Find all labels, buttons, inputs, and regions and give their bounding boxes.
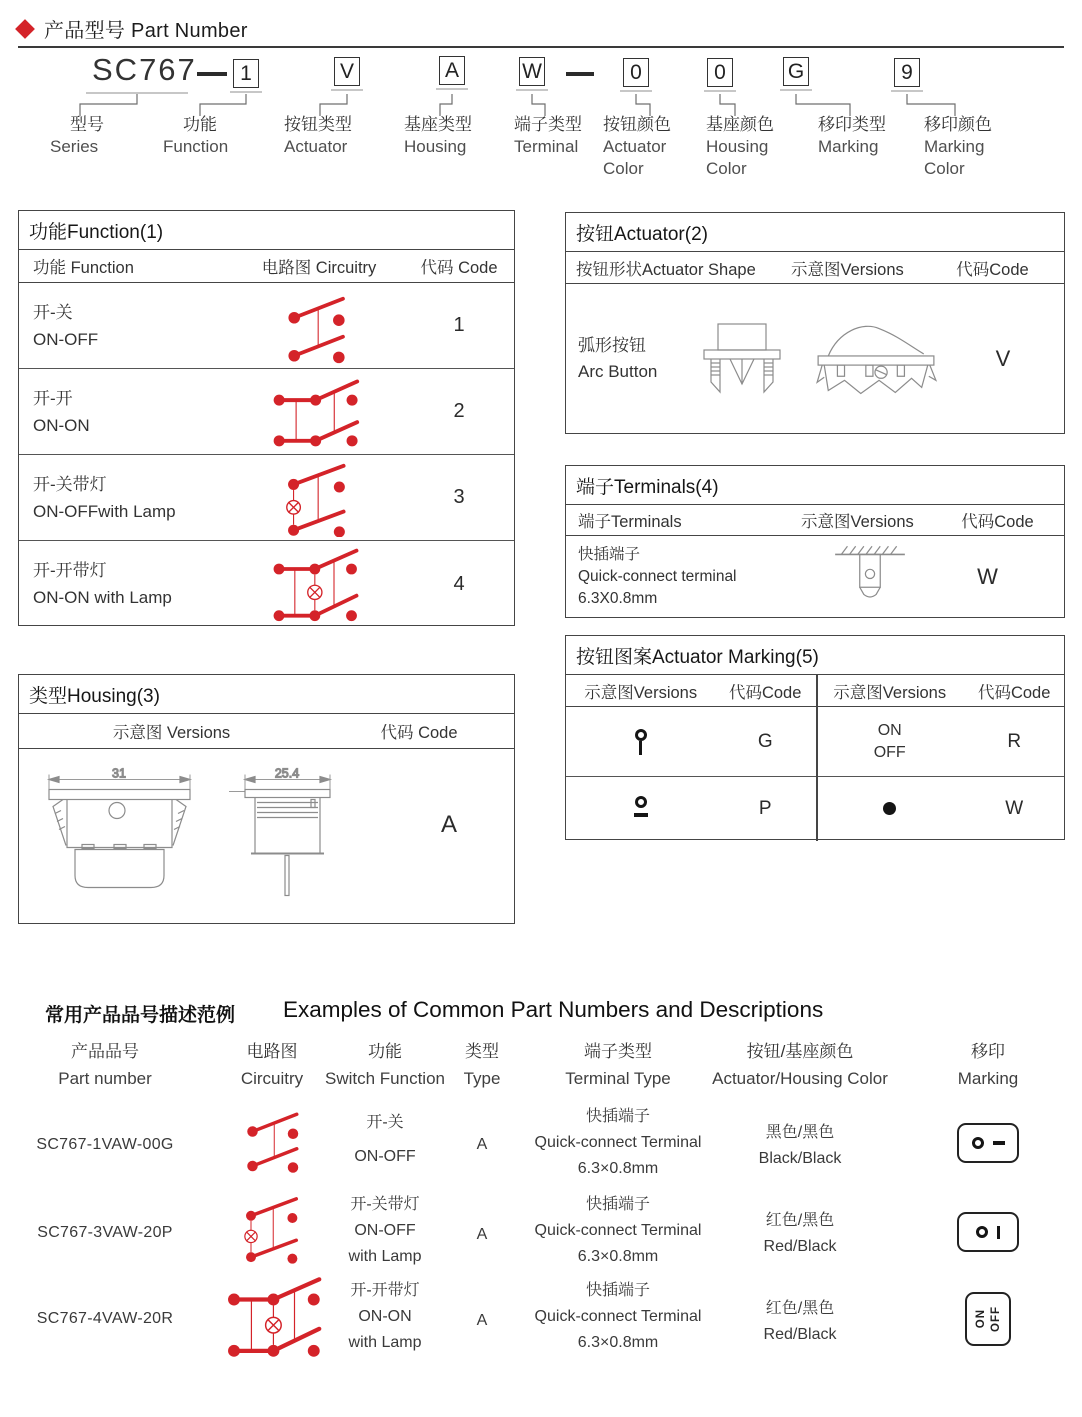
example-type: A xyxy=(476,1226,488,1243)
bar-glyph xyxy=(639,741,643,755)
terminal-size: 6.3X0.8mm xyxy=(578,590,658,607)
actuator-name-en: Arc Button xyxy=(578,362,658,381)
diamond-bullet-icon xyxy=(15,19,35,39)
circuit-diagram-on-off xyxy=(265,288,373,364)
actuator-table-title: 按钮Actuator(2) xyxy=(566,213,1064,252)
marking-row-1 xyxy=(566,707,1064,777)
circle-glyph xyxy=(976,1226,988,1238)
off-text: OFF xyxy=(989,1306,1002,1332)
circuit-diagram-on-on-lamp xyxy=(262,544,376,624)
function-row-on-on-lamp xyxy=(19,541,514,627)
marking-code: G xyxy=(757,730,773,752)
actuator-end-view-drawing xyxy=(694,319,794,399)
marking-symbol-filled-dot xyxy=(883,802,896,815)
examples-heading-en: Examples of Common Part Numbers and Descriptions xyxy=(283,997,824,1022)
function-table-header xyxy=(19,250,514,283)
examples-col-circuitry: 电路图 Circuitry xyxy=(240,1042,304,1088)
label-function: 功能 Function xyxy=(163,115,229,156)
function-name-en: ON-OFF xyxy=(33,329,99,349)
col-code: 代码 Code xyxy=(420,259,498,277)
bar-glyph xyxy=(997,1226,1000,1239)
label-actuator-color: 按钮颜色 Actuator Color xyxy=(603,115,671,178)
circuit-diagram-on-off-lamp xyxy=(265,459,373,537)
section-header xyxy=(18,14,248,43)
marking-badge-on-off-vertical xyxy=(965,1292,1011,1346)
actuator-table xyxy=(565,212,1065,434)
terminal-name-cn: 快插端子 xyxy=(578,546,641,563)
col-code: 代码Code xyxy=(977,683,1051,702)
circle-glyph xyxy=(635,729,647,741)
marking-symbol-on-off-text: ON OFF xyxy=(873,721,906,761)
example-terminal: 快插端子 Quick-connect Terminal 6.3×0.8mm xyxy=(534,1196,702,1265)
label-housing: 基座类型 Housing xyxy=(404,115,472,156)
code-box-actuator: V xyxy=(334,57,360,86)
circuit-diagram-on-on-lamp xyxy=(222,1272,334,1360)
housing-table xyxy=(18,674,515,924)
example-part-number: SC767-1VAW-00G xyxy=(36,1136,174,1153)
function-code: 2 xyxy=(453,400,465,422)
col-shape: 按钮形状Actuator Shape xyxy=(576,260,756,279)
example-function: 开-关带灯 ON-OFF with Lamp xyxy=(348,1196,422,1265)
marking-badge-circle-dash xyxy=(957,1123,1019,1163)
function-name-cn: 开-开 xyxy=(33,388,73,408)
examples-col-marking: 移印 Marking xyxy=(957,1042,1019,1088)
col-code: 代码Code xyxy=(956,260,1029,279)
marking-code: R xyxy=(1007,730,1022,752)
function-row-on-on xyxy=(19,369,514,455)
function-table-title: 功能Function(1) xyxy=(19,211,514,250)
marking-code: W xyxy=(1005,797,1024,819)
housing-row xyxy=(19,749,514,921)
example-color: 黑色/黑色 Black/Black xyxy=(758,1124,842,1167)
marking-row-2 xyxy=(566,777,1064,840)
separator-dash xyxy=(566,72,594,76)
terminals-table xyxy=(565,465,1065,618)
marking-table xyxy=(565,635,1065,840)
col-code: 代码Code xyxy=(728,683,802,702)
function-name-en: ON-ON with Lamp xyxy=(33,588,172,607)
col-versions: 示意图Versions xyxy=(833,683,947,702)
col-circuitry: 电路图 Circuitry xyxy=(261,259,377,277)
terminals-row xyxy=(566,536,1064,618)
function-row-on-off-lamp xyxy=(19,455,514,541)
examples-col-part-number: 产品品号 Part number xyxy=(58,1042,152,1088)
function-name-en: ON-OFFwith Lamp xyxy=(33,501,176,521)
label-housing-color: 基座颜色 Housing Color xyxy=(706,115,774,178)
marking-code: P xyxy=(758,797,772,819)
label-marking-color: 移印颜色 Marking Color xyxy=(924,115,992,178)
col-versions: 示意图Versions xyxy=(801,513,914,531)
terminal-code: W xyxy=(977,564,998,589)
example-part-number: SC767-4VAW-20R xyxy=(36,1310,174,1327)
circuit-diagram-on-on xyxy=(263,373,375,451)
separator-dash xyxy=(197,72,227,76)
label-marking: 移印类型 Marking xyxy=(818,115,886,156)
example-function: 开-关 ON-OFF xyxy=(354,1114,416,1165)
circle-glyph xyxy=(635,796,647,808)
on-text: ON xyxy=(974,1309,987,1329)
example-color: 红色/黑色 Red/Black xyxy=(763,1212,837,1255)
code-box-housing-color: 0 xyxy=(707,58,733,87)
example-function: 开-开带灯 ON-ON with Lamp xyxy=(348,1282,422,1351)
actuator-table-header xyxy=(566,252,1064,284)
housing-front-view-drawing xyxy=(37,763,202,908)
actuator-row xyxy=(566,284,1064,434)
code-box-marking-color: 9 xyxy=(894,58,920,87)
example-terminal: 快插端子 Quick-connect Terminal 6.3×0.8mm xyxy=(534,1282,702,1351)
example-type: A xyxy=(476,1312,488,1329)
examples-col-type: 类型 Type xyxy=(463,1042,501,1088)
function-code: 3 xyxy=(453,486,465,508)
housing-table-title: 类型Housing(3) xyxy=(19,675,514,714)
marking-table-title: 按钮图案Actuator Marking(5) xyxy=(566,636,1064,675)
examples-col-actuator-housing-color: 按钮/基座颜色 Actuator/Housing Color xyxy=(712,1042,888,1088)
examples-col-switch-function: 功能 Switch Function xyxy=(325,1042,445,1088)
code-box-marking: G xyxy=(783,57,809,86)
function-code: 1 xyxy=(453,314,465,336)
function-row-on-off xyxy=(19,283,514,369)
function-name-cn: 开-关 xyxy=(33,302,73,322)
function-code: 4 xyxy=(453,572,465,595)
marking-badge-circle-bar xyxy=(957,1212,1019,1252)
dash-glyph xyxy=(993,1141,1005,1145)
housing-side-view-drawing xyxy=(227,763,347,908)
svg-text:31: 31 xyxy=(112,766,126,781)
col-terminals: 端子Terminals xyxy=(578,513,682,531)
circle-glyph xyxy=(972,1137,984,1149)
code-box-actuator-color: 0 xyxy=(623,58,649,87)
col-function: 功能 Function xyxy=(33,259,134,277)
marking-symbol-circle-over-bar xyxy=(624,728,658,755)
examples-col-terminal-type: 端子类型 Terminal Type xyxy=(565,1042,671,1088)
terminals-table-header xyxy=(566,505,1064,536)
example-part-number: SC767-3VAW-20P xyxy=(37,1224,173,1241)
dash-glyph xyxy=(634,813,648,817)
col-versions: 示意图Versions xyxy=(584,683,698,702)
label-actuator: 按钮类型 Actuator xyxy=(284,115,352,156)
code-box-function: 1 xyxy=(233,59,259,88)
function-name-cn: 开-开带灯 xyxy=(33,561,107,580)
function-name-en: ON-ON xyxy=(33,415,90,435)
page-title: 产品型号 Part Number xyxy=(44,20,248,42)
col-code: 代码 Code xyxy=(380,724,458,742)
function-table xyxy=(18,210,515,626)
marking-table-divider xyxy=(816,675,818,841)
series-code: SC767 xyxy=(92,52,197,87)
label-terminal: 端子类型 Terminal xyxy=(514,115,582,156)
code-box-terminal: W xyxy=(519,57,545,86)
terminal-name-en: Quick-connect terminal xyxy=(578,568,737,585)
label-series: 型号 Series xyxy=(50,115,104,156)
col-code: 代码Code xyxy=(961,513,1034,531)
examples-heading-cn: 常用产品品号描述范例 xyxy=(45,1005,236,1026)
col-versions: 示意图Versions xyxy=(791,260,904,279)
circuit-diagram-on-off-lamp xyxy=(228,1190,320,1266)
actuator-name-cn: 弧形按钮 xyxy=(578,336,646,355)
marking-symbol-circle-over-dash xyxy=(624,796,658,822)
example-color: 红色/黑色 Red/Black xyxy=(763,1300,837,1343)
housing-table-header xyxy=(19,714,514,749)
function-name-cn: 开-关带灯 xyxy=(33,474,107,494)
example-terminal: 快插端子 Quick-connect Terminal 6.3×0.8mm xyxy=(534,1108,702,1177)
circuit-diagram-on-off xyxy=(230,1103,320,1175)
terminals-table-title: 端子Terminals(4) xyxy=(566,466,1064,505)
actuator-side-view-drawing xyxy=(810,319,942,399)
example-type: A xyxy=(476,1136,488,1153)
col-versions: 示意图 Versions xyxy=(112,724,231,742)
marking-table-header xyxy=(566,675,1064,707)
header-rule xyxy=(18,46,1064,48)
terminal-drawing xyxy=(829,542,911,612)
actuator-code: V xyxy=(995,346,1011,371)
code-box-housing: A xyxy=(439,56,465,85)
housing-code: A xyxy=(440,811,457,838)
svg-text:25.4: 25.4 xyxy=(274,766,300,781)
